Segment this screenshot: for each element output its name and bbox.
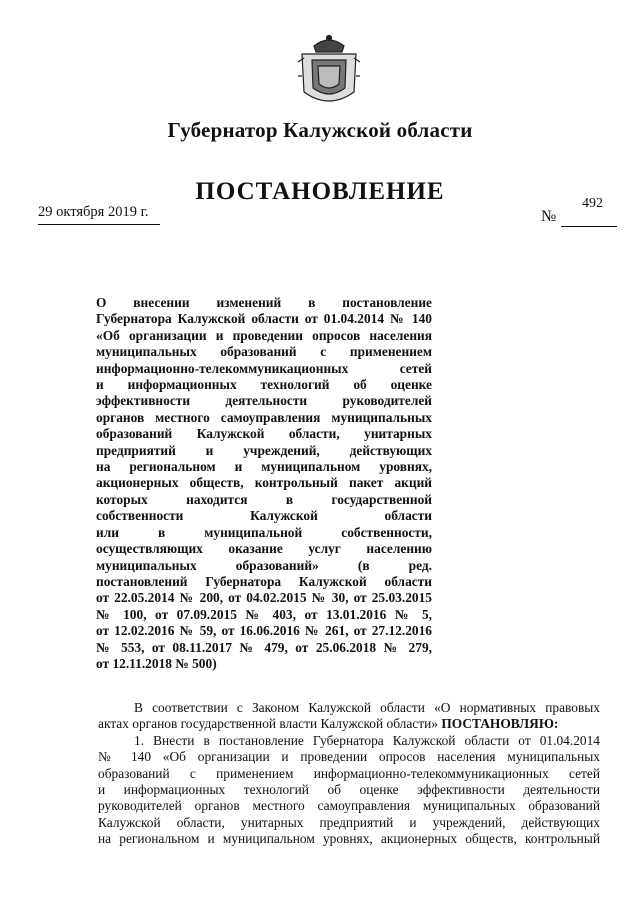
heading-line: собственности Калужской области <box>96 508 432 524</box>
document-number: 492 <box>582 196 603 211</box>
heading-line: «Об организации и проведении опросов населения <box>96 327 432 343</box>
body-line: В соответствии с Законом Калужской области «О нормативных правовых <box>134 700 600 715</box>
preamble-paragraph <box>98 700 600 733</box>
number-underline <box>561 226 617 227</box>
heading-line: от 12.02.2016 № 59, от 16.06.2016 № 261, от 27.12.2016 <box>96 623 432 639</box>
item-1-paragraph <box>98 733 600 848</box>
heading-line: О внесении изменений в постановление <box>96 295 432 310</box>
coat-of-arms-emblem <box>296 32 362 112</box>
number-label: № <box>541 208 557 225</box>
heading-line: от 22.05.2014 № 200, от 04.02.2015 № 30, от 25.03.2015 <box>96 590 432 606</box>
document-type-title: ПОСТАНОВЛЕНИЕ <box>195 178 445 205</box>
heading-line: № 100, от 07.09.2015 № 403, от 13.01.2016 № 5, <box>96 606 432 622</box>
resolution-keyword: ПОСТАНОВЛЯЮ: <box>441 716 559 732</box>
body-line: на региональном и муниципальном уровнях, акционерных обществ, контрольный <box>98 831 600 847</box>
heading-line: информационно-телекоммуникационных сетей <box>96 360 432 376</box>
heading-line: от 12.11.2018 № 500) <box>96 655 217 671</box>
document-heading <box>96 295 432 672</box>
heading-line: муниципальных образований с применением <box>96 344 432 360</box>
heading-line: органов местного самоуправления муниципальных <box>96 409 432 425</box>
heading-line: образований Калужской области, унитарных <box>96 426 432 442</box>
heading-line: осуществляющих оказание услуг населению <box>96 541 432 557</box>
heading-line: предприятий и учреждений, действующих <box>96 442 432 458</box>
document-date: 29 октября 2019 г. <box>38 204 149 220</box>
heading-line: эффективности деятельности руководителей <box>96 393 432 409</box>
date-underline <box>38 224 160 225</box>
body-line: 1. Внести в постановление Губернатора Калужской области от 01.04.2014 <box>134 732 600 748</box>
heading-line: которых находится в государственной <box>96 491 432 507</box>
body-line: и информационных технологий об оценке эффективности деятельности <box>98 782 600 798</box>
heading-line: муниципальных образований» (в ред. <box>96 557 432 573</box>
heading-line: Губернатора Калужской области от 01.04.2014 № 140 <box>96 311 432 327</box>
document-body <box>98 700 600 848</box>
body-line: актах органов государственной власти Калужской области» <box>98 716 438 732</box>
heading-line: № 553, от 08.11.2017 № 479, от 25.06.2018 № 279, <box>96 639 432 655</box>
body-line: руководителей органов местного самоуправления муниципальных образований <box>98 798 600 814</box>
body-line: Калужской области, унитарных предприятий и учреждений, действующих <box>98 814 600 830</box>
heading-line: акционерных обществ, контрольный пакет акций <box>96 475 432 491</box>
heading-line: или в муниципальной собственности, <box>96 524 432 540</box>
heading-line: постановлений Губернатора Калужской области <box>96 573 432 589</box>
heading-line: и информационных технологий об оценке <box>96 377 432 393</box>
organization-title: Губернатор Калужской области <box>167 118 473 142</box>
body-line: № 140 «Об организации и проведении опросов населения муниципальных <box>98 749 600 765</box>
body-line: образований с применением информационно-телекоммуникационных сетей <box>98 765 600 781</box>
heading-line: на региональном и муниципальном уровнях, <box>96 459 432 475</box>
